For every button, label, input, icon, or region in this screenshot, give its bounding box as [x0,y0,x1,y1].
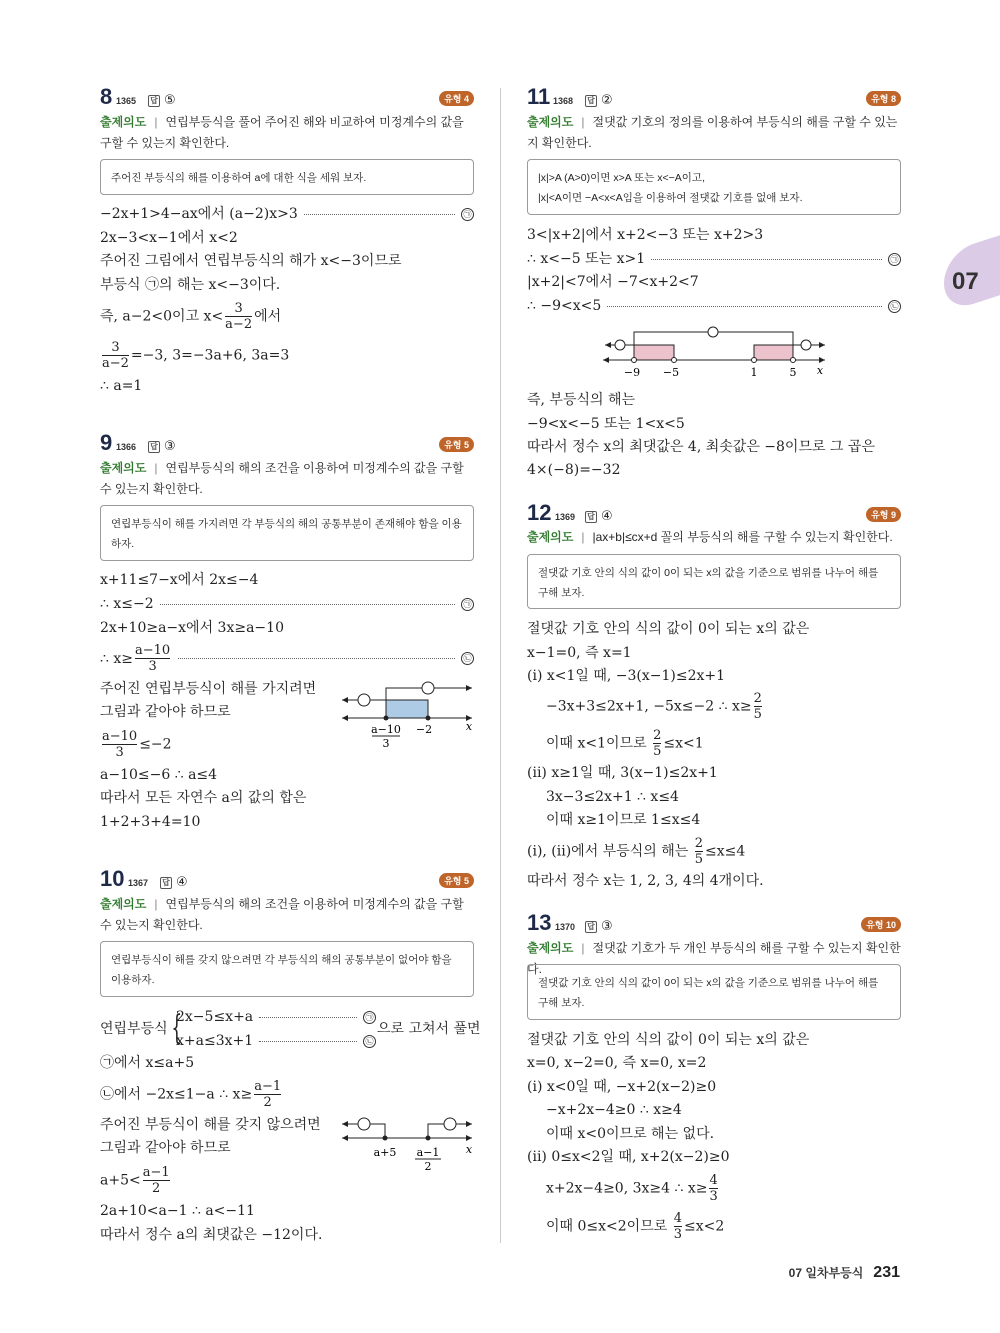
line-text: x+2x−4≥0, 3x≥4 ∴ x≥ [546,1180,708,1197]
problem-number: 12 [527,500,552,525]
solution-line: 부등식 ㉠의 해는 x<−3이다. [100,277,281,293]
intent [100,458,474,500]
solution-line: x=0, x−2=0, 즉 x=0, x=2 [527,1055,707,1071]
solution-region-2 [754,345,793,360]
fraction [102,729,137,760]
solution-line: 3<|x+2|에서 x+2<−3 또는 x+2>3 [527,227,764,243]
solution-line: 2a+10<a−1 ∴ a<−11 [100,1203,255,1219]
solution-region-1 [634,345,674,360]
line-text: −2x+1>4−ax에서 (a−2)x>3 [100,206,298,222]
intent-text: 절댓값 기호의 정의를 이용하여 부등식의 해를 구할 수 있는지 확인한다. [527,115,898,150]
solution-line: 그림과 같아야 하므로 [100,1140,231,1156]
problem-code: 1365 [116,96,137,106]
axis-label: x [465,720,473,733]
marker-1-icon [358,694,370,706]
leader-dots [304,214,455,215]
fraction [754,691,762,722]
solution-line [527,297,901,315]
separator: | [581,115,585,129]
marker-2: ㉡ [461,652,474,665]
hint-box: 절댓값 기호 안의 식의 값이 0이 되는 x의 값을 기준으로 범위를 나누어 해를 구해 보자. [527,964,901,1020]
solution-line [100,1165,172,1196]
tick-label: −5 [662,366,680,379]
fraction [709,1173,717,1204]
solution-line [546,1211,724,1242]
fraction [225,301,252,332]
line-text: (i), (ii)에서 부등식의 해는 [527,843,693,860]
intent [527,527,901,548]
hint-box: 절댓값 기호 안의 식의 값이 0이 되는 x의 값을 기준으로 범위를 나누어 해를 구해 보자. [527,554,901,609]
denominator: 2 [254,1094,281,1110]
chapter-tab-label: 07 [952,268,979,295]
brace: { [171,1008,183,1048]
marker-1-icon [615,340,625,350]
marker-1: ㉠ [461,598,474,611]
hint-line: |x|<A이면 −A<x<A임을 이용하여 절댓값 기호를 없애 보자. [538,192,803,204]
problem-header [527,912,901,934]
separator: | [581,530,585,544]
intent-text: 연립부등식을 풀어 주어진 해와 비교하여 미정계수의 값을 구할 수 있는지 확인한다. [100,115,464,150]
answer-icon: 답 [585,95,597,107]
intent-label: 출제의도 [100,897,147,911]
answer: ③ [601,919,613,934]
number-line-figure [600,322,832,380]
problem-code: 1366 [116,442,137,452]
problem-code: 1369 [555,512,576,522]
numerator: 4 [673,1211,682,1226]
problem-number: 13 [527,910,552,935]
solution-line: −9<x<−5 또는 1<x<5 [527,416,685,432]
hint-box [527,159,901,215]
numerator: a−1 [142,1165,170,1180]
problem-header [100,86,474,108]
fraction [143,1165,170,1196]
tick-label: a−10 [371,723,401,736]
solution-line [100,205,474,223]
solution-line [100,1079,283,1110]
fraction [653,728,661,759]
denominator: a−2 [225,317,253,332]
intent-label: 출제의도 [527,941,574,955]
marker-1: ㉠ [461,208,474,221]
intent-text: 연립부등식의 해의 조건을 이용하여 미정계수의 값을 구할 수 있는지 확인한다. [100,461,464,496]
line-text: ∴ x≥ [100,650,133,667]
numerator: 2 [694,836,704,851]
separator: | [154,461,158,475]
line-text: ∴ x≤−2 [100,596,154,612]
marker-2-icon [422,682,434,694]
denominator: 5 [694,852,704,867]
problem-code: 1370 [555,922,576,932]
line-text: ∴ −9<x<5 [527,298,602,314]
solution-line: (i) x<1일 때, −3(x−1)≤2x+1 [527,668,726,684]
solution-line: 따라서 정수 x의 최댓값은 4, 최솟값은 −8이므로 그 곱은 [527,439,875,455]
solution-line: ∴ a=1 [100,378,143,394]
fraction [695,836,703,867]
intent [527,112,901,154]
solution-line: a−10≤−6 ∴ a≤4 [100,767,218,783]
line-text: 으로 고쳐서 풀면 [377,1021,481,1037]
fraction [135,643,170,674]
intent-label: 출제의도 [100,115,147,129]
type-badge: 유형 5 [439,873,474,888]
answer: ③ [164,439,176,454]
line-text: 연립부등식 [100,1021,168,1037]
leader-dots [259,1041,357,1042]
leader-dots [607,306,882,307]
tick-label: −9 [623,366,641,379]
denominator: 2 [143,1180,170,1196]
solution-line: 주어진 그림에서 연립부등식의 해가 x<−3이므로 [100,253,402,269]
type-badge: 유형 9 [866,507,901,522]
solution-line: (i) x<0일 때, −x+2(x−2)≥0 [527,1079,717,1095]
solution-line: (ii) 0≤x<2일 때, x+2(x−2)≥0 [527,1149,730,1165]
page-footer [700,1264,900,1282]
marker-2: ㉡ [363,1035,376,1048]
solution-line: 2x+10≥a−x에서 3x≥a−10 [100,620,284,636]
denominator: 3 [709,1189,718,1204]
solution-line: 따라서 정수 a의 최댓값은 −12이다. [100,1227,323,1243]
intent [100,112,474,154]
marker-1-icon [801,340,811,350]
tick-label: −2 [415,723,433,736]
solution-line: −x+2x−4≥0 ∴ x≥4 [546,1102,682,1118]
tick-label: a+5 [373,1146,397,1159]
marker-2: ㉡ [888,300,901,313]
axis-label: x [465,1143,473,1156]
intent-label: 출제의도 [527,115,574,129]
solution-line: 3x−3≤2x+1 ∴ x≤4 [546,789,679,805]
numerator: 2 [753,691,762,706]
solution-line: 2x−3<x−1에서 x<2 [100,230,238,246]
type-badge: 유형 8 [866,91,901,106]
marker-2-icon [444,1118,456,1130]
answer-icon: 답 [148,95,160,107]
solution-line: x+11≤7−x에서 2x≤−4 [100,572,259,588]
answer: ② [601,93,613,108]
solution-line: 4×(−8)=−32 [527,462,621,478]
type-badge: 유형 5 [439,437,474,452]
chapter-name: 07 일차부등식 [788,1266,864,1280]
line-text: =−3, 3=−3a+6, 3a=3 [130,347,290,364]
answer: ④ [176,875,188,890]
hint-box: 주어진 부등식의 해를 이용하여 a에 대한 식을 세워 보자. [100,159,474,195]
solution-line: |x+2|<7에서 −7<x+2<7 [527,274,699,290]
system-of-inequalities [100,1008,481,1050]
solution-line [546,691,764,722]
solution-line [527,250,901,268]
tick-label: 3 [382,737,390,750]
number-line-figure [338,680,478,750]
axis-label: x [816,364,824,377]
denominator: 5 [653,744,662,759]
line-text: ≤x<1 [663,735,704,752]
type-badge: 유형 4 [439,91,474,106]
denominator: 3 [673,1227,682,1242]
line-text: 이때 0≤x<2이므로 [546,1218,672,1235]
answer-icon: 답 [585,921,597,933]
tick-label: 1 [750,366,758,379]
intent-text: 연립부등식의 해의 조건을 이용하여 미정계수의 값을 구할 수 있는지 확인한다. [100,897,464,932]
solution-line: 주어진 연립부등식이 해를 가지려면 [100,681,317,697]
intent-text: |ax+b|≤cx+d 꼴의 부등식의 해를 구할 수 있는지 확인한다. [592,530,893,544]
solution-line [100,340,289,371]
line-text: 이때 x<1이므로 [546,735,652,752]
line-text: 에서 [254,308,282,325]
solution-region [386,700,428,718]
marker-1: ㉠ [888,253,901,266]
number-line-figure [338,1112,478,1174]
solution-line [100,643,474,674]
line-text: ∴ x<−5 또는 x>1 [527,251,646,267]
problem-number: 11 [527,84,551,109]
solution-line: 절댓값 기호 안의 식의 값이 0이 되는 x의 값은 [527,621,810,637]
leader-dots [259,1017,357,1018]
marker-1-icon [358,1118,370,1130]
column-divider [500,88,501,1243]
problem-header [527,502,901,524]
intent-text: 절댓값 기호가 두 개인 부등식의 해를 구할 수 있는지 확인한다. [527,941,901,976]
denominator: 3 [135,658,170,674]
numerator: 4 [709,1173,718,1188]
solution-line [527,836,745,867]
line-text: 즉, a−2<0이고 x< [100,308,224,325]
type-badge: 유형 10 [861,917,901,932]
problem-header [100,868,474,890]
intent-label: 출제의도 [100,461,147,475]
hint-box: 연립부등식이 해를 갖지 않으려면 각 부등식의 해의 공통부분이 없어야 함을 이용하자. [100,941,474,997]
intent [100,894,474,936]
line-text: −3x+3≤2x+1, −5x≤−2 ∴ x≥ [546,698,752,715]
numerator: a−10 [134,643,171,658]
line-text: a+5< [100,1172,141,1189]
separator: | [581,941,585,955]
problem-header [100,432,474,454]
marker-1: ㉠ [363,1011,376,1024]
numerator: 3 [111,340,120,355]
solution-line: x−1=0, 즉 x=1 [527,645,632,661]
fraction [674,1211,682,1242]
problem-code: 1368 [553,96,574,106]
answer-icon: 답 [148,441,160,453]
denominator: a−2 [102,356,129,371]
denominator: 5 [753,707,762,722]
separator: | [154,897,158,911]
numerator: 3 [234,301,243,316]
solution-line [546,728,704,759]
leader-dots [178,658,455,659]
line-text: ㉡에서 −2x≤1−a ∴ x≥ [100,1086,253,1103]
equation-2: x+a≤3x+1 [176,1033,254,1049]
leader-dots [651,259,882,260]
hint-line: |x|>A (A>0)이면 x>A 또는 x<−A이고, [538,172,705,184]
line-text: ≤−2 [139,736,172,753]
answer: ⑤ [164,93,176,108]
problem-header [527,86,901,108]
solution-line: 절댓값 기호 안의 식의 값이 0이 되는 x의 값은 [527,1032,810,1048]
numerator: a−1 [254,1079,282,1094]
tick-label: 5 [789,366,797,379]
solution-line: ㉠에서 x≤a+5 [100,1055,195,1071]
hint-box: 연립부등식이 해를 가지려면 각 부등식의 해의 공통부분이 존재해야 함을 이용하자. [100,505,474,561]
answer-icon: 답 [585,511,597,523]
solution-line: 주어진 부등식이 해를 갖지 않으려면 [100,1117,321,1133]
solution-line: 따라서 정수 x는 1, 2, 3, 4의 4개이다. [527,873,764,889]
solution-line: 이때 x<0이므로 해는 없다. [546,1126,715,1142]
marker-2-icon [708,327,718,337]
numerator: 2 [653,728,662,743]
problem-number: 8 [100,84,113,109]
solution-line: 그림과 같아야 하므로 [100,704,231,720]
line-text: ≤x<2 [683,1218,725,1235]
answer: ④ [601,509,613,524]
solution-line: 이때 x≥1이므로 1≤x≤4 [546,812,701,828]
tick-label: 2 [424,1160,432,1173]
page-number: 231 [873,1264,900,1281]
intent-label: 출제의도 [527,530,574,544]
denominator: 3 [102,744,137,760]
problem-number: 9 [100,430,113,455]
solution-line [100,729,172,760]
answer-icon: 답 [160,877,172,889]
fraction [102,340,129,371]
separator: | [154,115,158,129]
solution-line: 1+2+3+4=10 [100,814,201,830]
numerator: a−10 [102,729,138,744]
solution-line [100,595,474,613]
leader-dots [160,604,455,605]
fraction [254,1079,281,1110]
solution-line: 즉, 부등식의 해는 [527,392,636,408]
problem-code: 1367 [128,878,149,888]
solution-line: (ii) x≥1일 때, 3(x−1)≤2x+1 [527,765,718,781]
tick-label: a−1 [416,1146,440,1159]
solution-line: 따라서 모든 자연수 a의 값의 합은 [100,790,307,806]
solution-line [100,301,281,332]
solution-line [546,1173,720,1204]
problem-number: 10 [100,866,125,891]
line-text: ≤x≤4 [705,843,746,860]
equation-1: 2x−5≤x+a [176,1009,254,1025]
